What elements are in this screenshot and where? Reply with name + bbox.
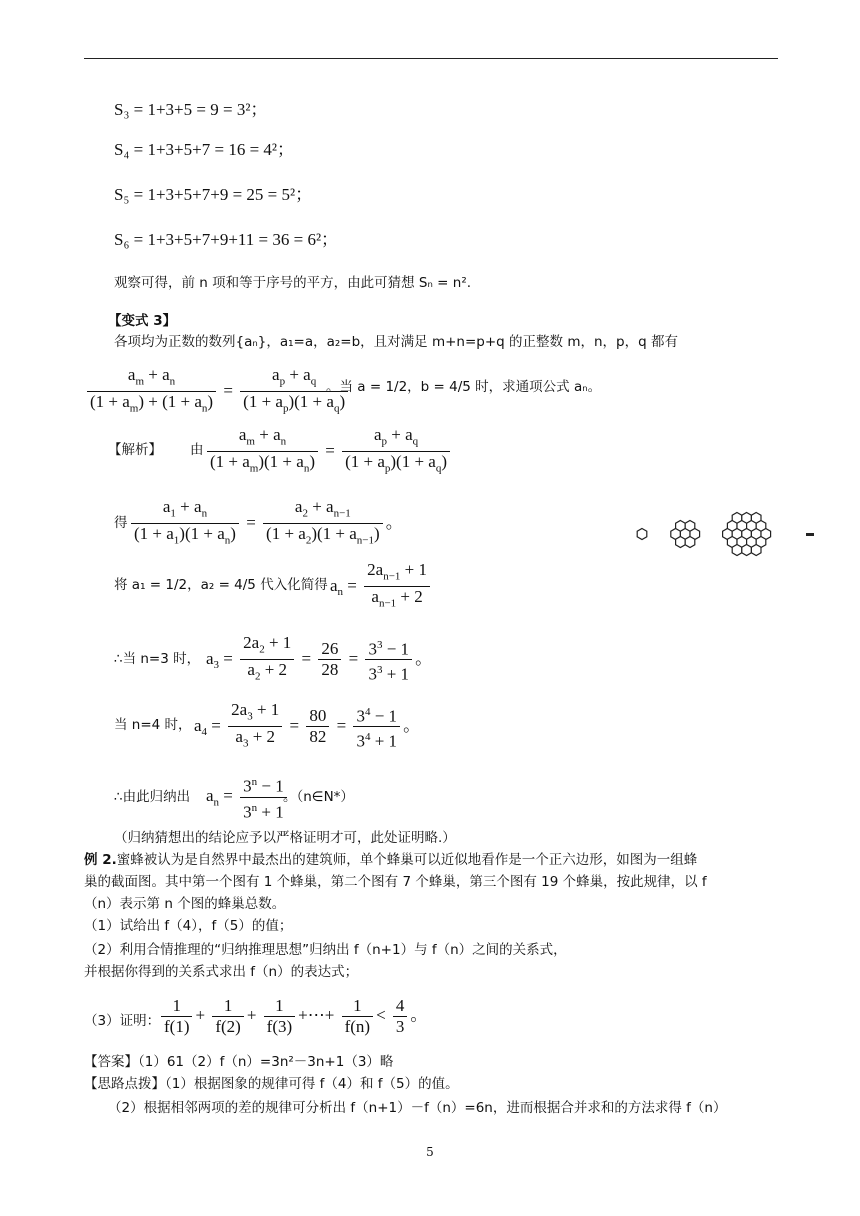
variant-title: 【变式 3】	[108, 313, 177, 329]
recurrence-formula: $a_n$ = $\frac{2a_{n-1} + 1}{a_{n-1} + 2}$	[330, 560, 433, 614]
hint-line-1: 【思路点拨】（1）根据图象的规律可得 f（4）和 f（5）的值。	[84, 1076, 459, 1092]
honeycomb-figure	[630, 502, 830, 572]
sum-line-5: S₅ = 1+3+5+7+9 = 25 = 5²；	[114, 185, 313, 204]
page-number: 5	[426, 1145, 434, 1159]
inequality-formula: $\frac{1}{f(1)}$ + $\frac{1}{f(2)}$ + $\frac{1}{f(3)}$ +⋯+ $\frac{1}{f(n)}$ < $\frac{4}{3}$ 。	[158, 996, 427, 1037]
sum-line-6: S₆ = 1+3+5+7+9+11 = 36 = 6²；	[114, 230, 339, 249]
induce-formula: $a_n$ = $\frac{3^n - 1}{3^n + 1}$	[206, 772, 290, 822]
de-formula: $\frac{a_1 + a_n}{(1 + a_1)(1 + a_n)}$ = $\frac{a_2 + a_{n-1}}{(1 + a_2)(1 + a_{n-1})}$ 。	[128, 497, 403, 551]
question-2a: （2）利用合情推理的“归纳推理思想”归纳出 f（n+1）与 f（n）之间的关系式，	[84, 942, 567, 958]
question-1: （1）试给出 f（4），f（5）的值；	[84, 918, 293, 934]
honeycomb-19	[723, 513, 771, 556]
example-2-line-1	[84, 850, 697, 870]
header-rule	[84, 58, 778, 59]
variant-tail: 。当 a = 1/2，b = 4/5 时，求通项公式 aₙ。	[326, 379, 602, 395]
n3-formula: $a_3$ = $\frac{2a_2 + 1}{a_2 + 2}$ = $\frac{26}{28}$ = $\frac{3^3 - 1}{3^3 + 1}$ 。	[206, 633, 433, 685]
analysis-you: 由	[190, 442, 204, 458]
variant-formula: $\frac{a_m + a_n}{(1 + a_m) + (1 + a_n)}$ = $\frac{a_p + a_q}{(1 + a_p)(1 + a_q)}$	[84, 365, 351, 419]
sum-line-4: S₄ = 1+3+5+7 = 16 = 4²；	[114, 140, 295, 159]
question-2b: 并根据你得到的关系式求出 f（n）的表达式；	[84, 964, 359, 980]
substitute-text: 将 a₁ = 1/2，a₂ = 4/5 代入化简得	[114, 577, 328, 593]
honeycomb-1	[637, 529, 647, 540]
variant-body: 各项均为正数的数列{aₙ}，a₁=a，a₂=b，且对满足 m+n=p+q 的正整数 m，n，p，q 都有	[114, 334, 678, 350]
hint-line-2: （2）根据相邻两项的差的规律可分析出 f（n+1）－f（n）=6n，进而根据合并求和的方法求得 f（n）	[108, 1100, 727, 1116]
analysis-label: 【解析】	[108, 442, 162, 458]
induce-prefix: ∴由此归纳出	[114, 789, 191, 805]
figure-dash-mark	[806, 533, 814, 536]
honeycomb-7	[671, 521, 700, 548]
n4-formula: $a_4$ = $\frac{2a_3 + 1}{a_3 + 2}$ = $\frac{80}{82}$ = $\frac{3^4 - 1}{3^4 + 1}$ 。	[194, 700, 421, 752]
analysis-formula: $\frac{a_m + a_n}{(1 + a_m)(1 + a_n)}$ = $\frac{a_p + a_q}{(1 + a_p)(1 + a_q)}$	[204, 425, 453, 479]
example-2-body-3: （n）表示第 n 个图的蜂巢总数。	[84, 896, 286, 912]
observation-text: 观察可得，前 n 项和等于序号的平方，由此可猜想 Sₙ = n².	[114, 275, 472, 291]
n4-prefix: 当 n=4 时，	[114, 717, 192, 733]
example-2-body-1: 蜜蜂被认为是自然界中最杰出的建筑师，单个蜂巢可以近似地看作是一个正六边形，如图为一组蜂	[116, 852, 698, 868]
induce-tail: 。（n∈N*）	[283, 789, 354, 805]
proof-note: （归纳猜想出的结论应予以严格证明才可，此处证明略.）	[114, 830, 456, 846]
example-2-title: 例 2.	[84, 852, 117, 868]
n3-prefix: ∴当 n=3 时，	[114, 651, 201, 667]
de-label: 得	[114, 515, 128, 531]
answer-line: 【答案】（1）61（2）f（n）=3n²－3n+1（3）略	[84, 1054, 394, 1070]
example-2-body-2: 巢的截面图。其中第一个图有 1 个蜂巢，第二个图有 7 个蜂巢，第三个图有 19 个蜂巢，按此规律，以 f	[84, 874, 707, 890]
question-3-label: （3）证明：	[84, 1013, 161, 1029]
sum-line-3: S₃ = 1+3+5 = 9 = 3²；	[114, 100, 268, 119]
